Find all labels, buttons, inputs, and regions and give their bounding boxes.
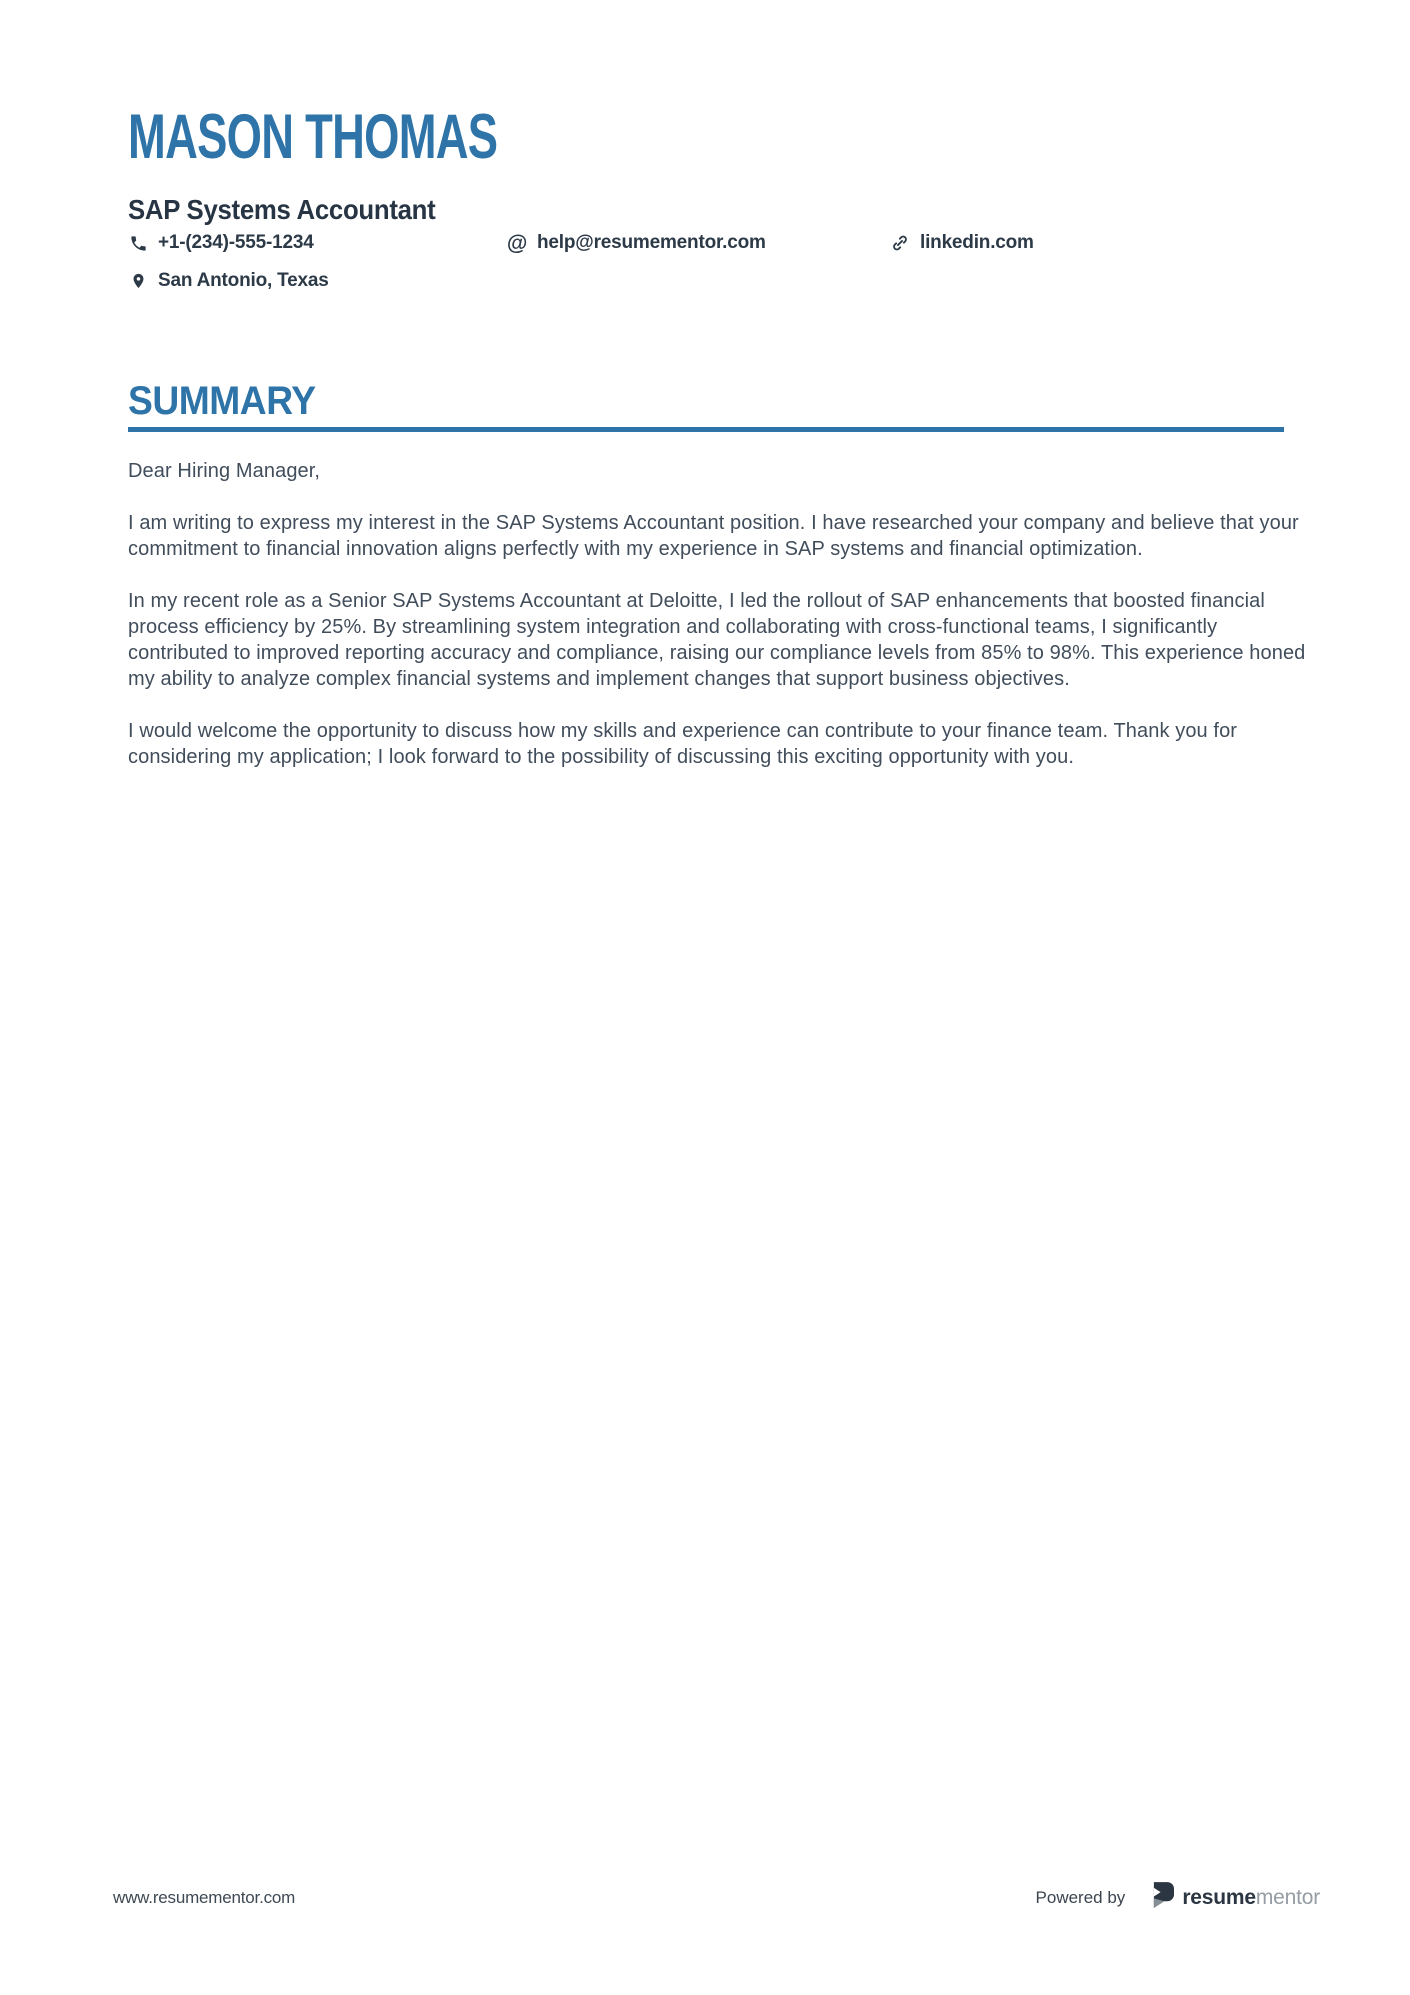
paragraph-2: In my recent role as a Senior SAP Systems Accountant at Deloitte, I led the rollout of SAP enhancements that boosted financial process efficiency by 25%. By streamlining system integration and collaborating with cross-functional teams, I significantly contributed to improved reporting accuracy and compliance, raising our compliance levels from 85% to 98%. This experience honed my ability to analyze complex financial systems and implement changes that support business objectives. xyxy=(128,590,1306,690)
summary-heading: SUMMARY xyxy=(128,379,316,423)
page-footer xyxy=(113,1882,1320,1914)
phone-link[interactable] xyxy=(128,232,314,254)
letter-body xyxy=(128,458,1316,796)
contact-row-1 xyxy=(128,232,1328,260)
link-icon xyxy=(890,233,910,253)
logo-wordmark: resumementor xyxy=(1182,1886,1320,1909)
website-link[interactable]: www.resumementor.com xyxy=(113,1888,296,1907)
contact-row-2 xyxy=(128,270,1328,298)
summary-divider xyxy=(128,427,1284,432)
paragraph-3: I would welcome the opportunity to discuss how my skills and experience can contribute to your finance team. Thank you for considering my application; I look forward to the possibility of discussing this exciting opportunity with you. xyxy=(128,720,1238,768)
person-name: MASON THOMAS xyxy=(128,102,498,172)
location-label: San Antonio, Texas xyxy=(158,270,329,291)
phone-icon xyxy=(128,234,148,253)
location-pin-icon xyxy=(128,271,148,291)
paragraph-1: I am writing to express my interest in the SAP Systems Accountant position. I have researched your company and believe that your commitment to financial innovation aligns perfectly with my experience in SAP systems and financial optimization. xyxy=(128,512,1299,560)
email-link[interactable] xyxy=(507,232,766,254)
email-address: help@resumementor.com xyxy=(537,232,766,253)
resumementor-logo-icon xyxy=(1151,1882,1174,1914)
salutation: Dear Hiring Manager, xyxy=(128,460,321,482)
phone-number: +1-(234)-555-1234 xyxy=(158,232,314,253)
linkedin-label: linkedin.com xyxy=(920,232,1034,253)
job-title: SAP Systems Accountant xyxy=(128,194,436,225)
at-icon: @ xyxy=(506,231,528,255)
powered-by-label: Powered by xyxy=(1035,1888,1126,1907)
location-item xyxy=(128,270,329,292)
resumementor-logo[interactable] xyxy=(1151,1882,1320,1914)
linkedin-link[interactable] xyxy=(890,232,1034,254)
powered-by-block xyxy=(1036,1882,1320,1914)
